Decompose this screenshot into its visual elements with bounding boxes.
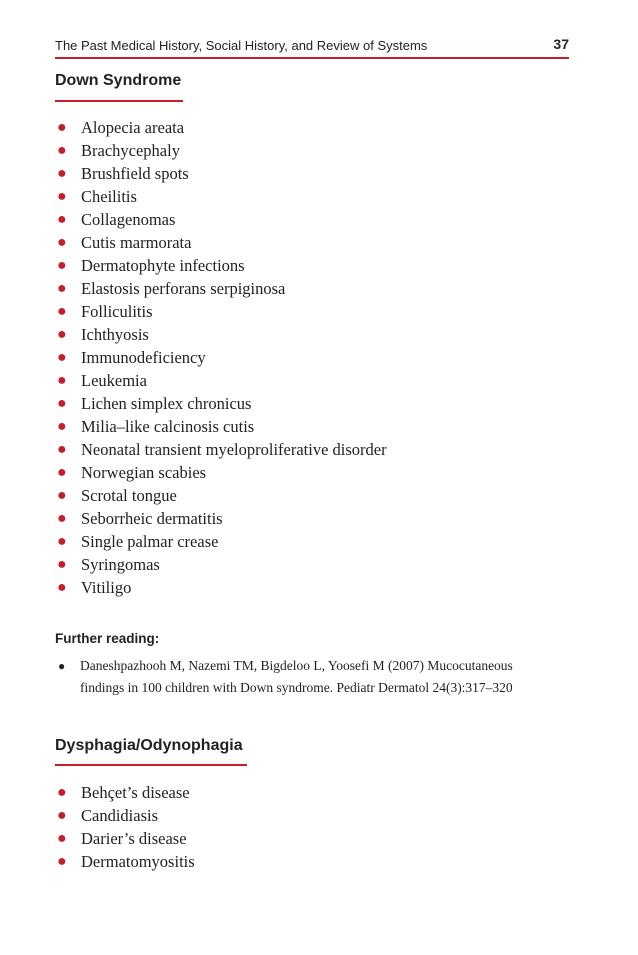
bullet-icon: ●	[57, 119, 67, 136]
running-head	[55, 36, 569, 56]
list-item: ● Collagenomas	[57, 210, 176, 229]
bullet-icon: ●	[57, 784, 67, 801]
down-syndrome-list	[55, 116, 387, 599]
list-item: ● Candidiasis	[57, 806, 158, 825]
further-reading-label: Further reading:	[55, 631, 160, 646]
section-title-dysphagia: Dysphagia/Odynophagia	[55, 737, 243, 754]
bullet-icon: ●	[57, 142, 67, 159]
bullet-icon: ●	[57, 303, 67, 320]
bullet-icon: ●	[57, 188, 67, 205]
list-item: ● Norwegian scabies	[57, 463, 207, 482]
bullet-icon: ●	[57, 556, 67, 573]
dysphagia-list	[55, 781, 195, 873]
list-item: ● Elastosis perforans serpiginosa	[57, 279, 286, 298]
bullet-icon: ●	[57, 464, 67, 481]
bullet-icon: ●	[57, 257, 67, 274]
bullet-icon: ●	[57, 165, 67, 182]
section-title-down-syndrome: Down Syndrome	[55, 72, 182, 89]
bullet-icon: ●	[57, 326, 67, 343]
section-rule-dysphagia	[55, 764, 247, 766]
list-item: ● Cutis marmorata	[57, 233, 192, 252]
list-item: ● Scrotal tongue	[57, 486, 177, 505]
list-item: ● Vitiligo	[57, 578, 132, 597]
bullet-icon: ●	[57, 807, 67, 824]
list-item: ● Seborrheic dermatitis	[57, 509, 223, 528]
bullet-icon: ●	[57, 441, 67, 458]
list-item: ● Neonatal transient myeloproliferative disorder	[57, 440, 387, 459]
list-item: ● Milia–like calcinosis cutis	[57, 417, 255, 436]
bullet-icon: ●	[57, 234, 67, 251]
list-item: ● Darier’s disease	[57, 829, 187, 848]
list-item: ● Alopecia areata	[57, 118, 185, 137]
bullet-icon: ●	[57, 579, 67, 596]
reference-item	[55, 655, 555, 699]
page-number: 37	[553, 36, 569, 52]
bullet-icon: ●	[57, 395, 67, 412]
bullet-icon: ●	[57, 280, 67, 297]
list-item: ● Dermatomyositis	[57, 852, 195, 871]
bullet-icon: ●	[57, 533, 67, 550]
header-rule	[55, 57, 569, 59]
bullet-icon: ●	[57, 372, 67, 389]
list-item: ● Brachycephaly	[57, 141, 180, 160]
list-item: ● Single palmar crease	[57, 532, 219, 551]
list-item: ● Ichthyosis	[57, 325, 149, 344]
running-head-title: The Past Medical History, Social History, and Review of Systems	[55, 38, 428, 53]
list-item: ● Dermatophyte infections	[57, 256, 245, 275]
bullet-icon: ●	[57, 211, 67, 228]
list-item: ● Lichen simplex chronicus	[57, 394, 252, 413]
bullet-icon: ●	[57, 510, 67, 527]
list-item: ● Cheilitis	[57, 187, 137, 206]
list-item: ● Behçet’s disease	[57, 783, 190, 802]
reference-text: Daneshpazhooh M, Nazemi TM, Bigdeloo L, Yoosefi M (2007) Mucocutaneous findings in 100 children with Down syndrome. Pediatr Dermatol 24(3):317–320	[80, 658, 513, 695]
bullet-icon: ●	[58, 659, 66, 673]
bullet-icon: ●	[57, 830, 67, 847]
bullet-icon: ●	[57, 349, 67, 366]
list-item: ● Immunodeficiency	[57, 348, 206, 367]
bullet-icon: ●	[57, 853, 67, 870]
bullet-icon: ●	[57, 487, 67, 504]
list-item: ● Leukemia	[57, 371, 147, 390]
list-item: ● Syringomas	[57, 555, 160, 574]
bullet-icon: ●	[57, 418, 67, 435]
list-item: ● Brushfield spots	[57, 164, 189, 183]
section-rule-down-syndrome	[55, 100, 183, 102]
list-item: ● Folliculitis	[57, 302, 153, 321]
